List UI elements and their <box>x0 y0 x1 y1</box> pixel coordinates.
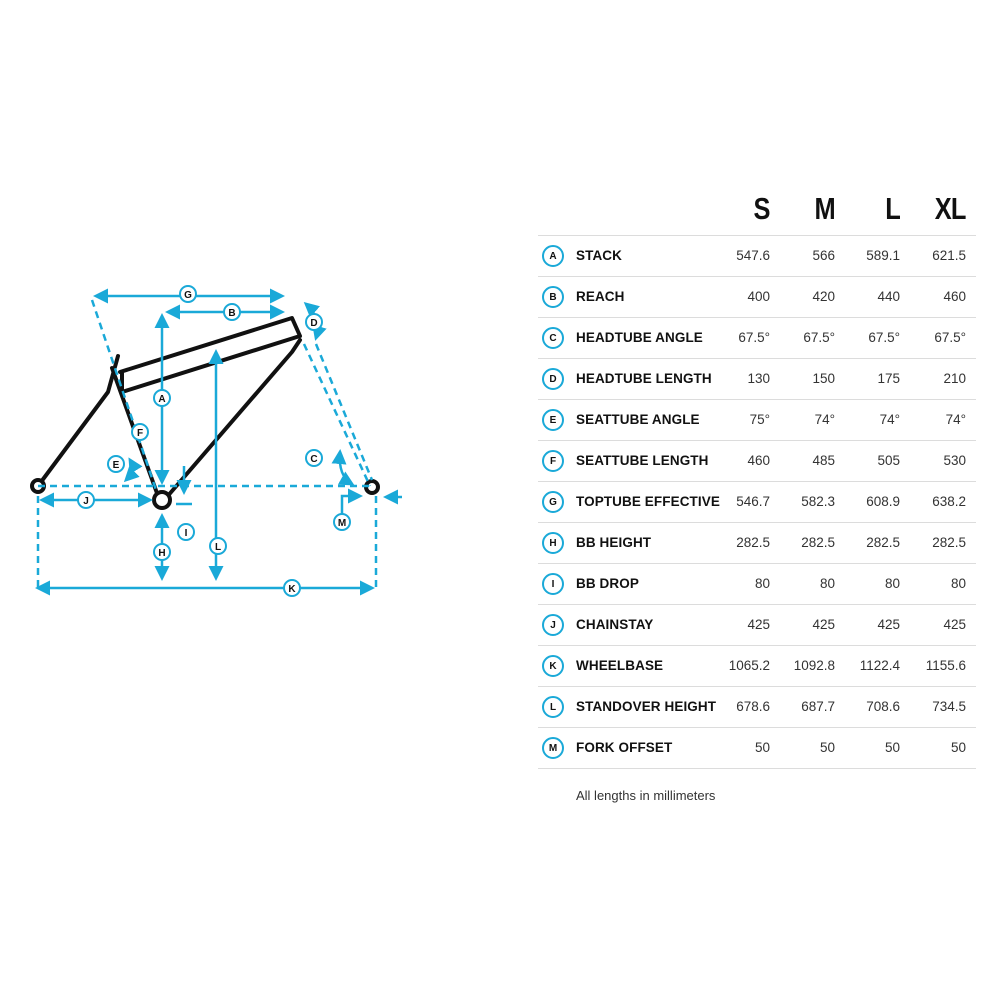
row-value-s: 425 <box>747 617 770 632</box>
svg-text:M: M <box>337 518 347 529</box>
row-value-l: 1122.4 <box>859 658 900 673</box>
svg-text:K: K <box>288 584 296 595</box>
table-row <box>538 645 976 686</box>
bike-frame <box>38 318 300 498</box>
row-value-m: 687.7 <box>801 699 835 714</box>
row-value-xl: 80 <box>950 576 966 591</box>
svg-text:B: B <box>228 308 236 319</box>
row-value-l: 67.5° <box>868 330 900 345</box>
row-label: WHEELBASE <box>576 658 664 673</box>
row-value-s: 460 <box>747 453 770 468</box>
row-value-m: 566 <box>812 248 835 263</box>
row-value-l: 505 <box>877 453 900 468</box>
row-value-l: 608.9 <box>866 494 900 509</box>
diagram-badge-f <box>132 424 148 440</box>
svg-text:C: C <box>310 454 318 465</box>
row-value-xl: 210 <box>943 371 966 386</box>
size-header-row <box>538 185 976 235</box>
row-value-m: 150 <box>812 371 835 386</box>
row-label: SEATTUBE ANGLE <box>576 412 700 427</box>
table-row <box>538 440 976 481</box>
row-value-xl: 621.5 <box>932 248 966 263</box>
table-row <box>538 481 976 522</box>
bottom-bracket <box>154 492 170 508</box>
svg-text:G: G <box>184 290 192 301</box>
row-code-badge: B <box>542 286 564 308</box>
row-value-s: 75° <box>749 412 770 427</box>
svg-text:A: A <box>158 394 166 405</box>
table-row <box>538 399 976 440</box>
svg-text:D: D <box>310 318 318 329</box>
svg-text:E: E <box>112 460 120 471</box>
row-value-m: 50 <box>819 740 835 755</box>
row-code-badge: F <box>542 450 564 472</box>
row-code-badge: I <box>542 573 564 595</box>
svg-text:J: J <box>83 496 89 507</box>
row-value-xl: 638.2 <box>932 494 966 509</box>
row-label: STACK <box>576 248 622 263</box>
row-value-xl: 1155.6 <box>925 658 966 673</box>
row-value-s: 80 <box>754 576 770 591</box>
row-value-l: 440 <box>877 289 900 304</box>
row-code-badge: L <box>542 696 564 718</box>
row-value-s: 50 <box>754 740 770 755</box>
table-row <box>538 358 976 399</box>
table-row <box>538 276 976 317</box>
row-label: HEADTUBE ANGLE <box>576 330 703 345</box>
row-value-s: 130 <box>747 371 770 386</box>
row-value-m: 420 <box>812 289 835 304</box>
table-row <box>538 563 976 604</box>
row-value-m: 582.3 <box>801 494 835 509</box>
down-tube <box>166 340 300 498</box>
row-value-xl: 50 <box>950 740 966 755</box>
row-value-m: 485 <box>812 453 835 468</box>
row-label: REACH <box>576 289 625 304</box>
row-value-m: 74° <box>814 412 835 427</box>
diagram-badge-d <box>306 314 322 330</box>
chainstay-seatstay <box>38 356 118 486</box>
row-label: CHAINSTAY <box>576 617 654 632</box>
diagram-badge-m <box>334 514 350 530</box>
row-code-badge: G <box>542 491 564 513</box>
svg-text:H: H <box>158 548 166 559</box>
row-value-l: 589.1 <box>866 248 900 263</box>
row-value-s: 678.6 <box>736 699 770 714</box>
row-value-m: 1092.8 <box>793 658 835 673</box>
row-value-l: 74° <box>879 412 900 427</box>
row-value-xl: 460 <box>943 289 966 304</box>
row-label: BB HEIGHT <box>576 535 652 550</box>
size-s: S <box>753 191 770 226</box>
table-row <box>538 522 976 563</box>
row-value-s: 67.5° <box>738 330 770 345</box>
diagram-badge-j <box>78 492 94 508</box>
row-value-s: 547.6 <box>736 248 770 263</box>
row-value-xl: 74° <box>945 412 966 427</box>
row-value-xl: 67.5° <box>934 330 966 345</box>
row-value-m: 425 <box>812 617 835 632</box>
row-value-l: 282.5 <box>866 535 900 550</box>
row-label: HEADTUBE LENGTH <box>576 371 712 386</box>
row-code-badge: M <box>542 737 564 759</box>
diagram-badge-h <box>154 544 170 560</box>
size-l: L <box>885 191 900 226</box>
diagram-badge-c <box>306 450 322 466</box>
table-row <box>538 604 976 645</box>
row-value-m: 67.5° <box>803 330 835 345</box>
table-row <box>538 317 976 358</box>
table-row <box>538 727 976 769</box>
row-label: TOPTUBE EFFECTIVE <box>576 494 720 509</box>
diagram-badge-a <box>154 390 170 406</box>
row-value-xl: 734.5 <box>932 699 966 714</box>
row-value-l: 50 <box>884 740 900 755</box>
row-value-l: 175 <box>877 371 900 386</box>
geometry-table <box>538 185 976 803</box>
units-note: All lengths in millimeters <box>576 788 716 803</box>
row-value-s: 1065.2 <box>728 658 770 673</box>
row-value-l: 708.6 <box>866 699 900 714</box>
row-value-l: 80 <box>884 576 900 591</box>
row-value-s: 546.7 <box>736 494 770 509</box>
diagram-badge-k <box>284 580 300 596</box>
diagram-badge-g <box>180 286 196 302</box>
row-value-xl: 282.5 <box>932 535 966 550</box>
row-value-s: 282.5 <box>736 535 770 550</box>
size-m: M <box>814 191 835 226</box>
table-row <box>538 686 976 727</box>
row-label: STANDOVER HEIGHT <box>576 699 717 714</box>
diagram-badge-e <box>108 456 124 472</box>
row-label: SEATTUBE LENGTH <box>576 453 709 468</box>
svg-text:L: L <box>214 542 222 553</box>
table-row <box>538 235 976 276</box>
row-value-xl: 425 <box>943 617 966 632</box>
size-xl: XL <box>935 191 966 226</box>
row-code-badge: D <box>542 368 564 390</box>
row-value-xl: 530 <box>943 453 966 468</box>
svg-text:F: F <box>136 428 144 439</box>
row-code-badge: E <box>542 409 564 431</box>
diagram-badge-b <box>224 304 240 320</box>
row-label: FORK OFFSET <box>576 740 673 755</box>
row-value-s: 400 <box>747 289 770 304</box>
row-code-badge: A <box>542 245 564 267</box>
row-code-badge: J <box>542 614 564 636</box>
table-body <box>538 235 976 769</box>
row-value-l: 425 <box>877 617 900 632</box>
row-code-badge: C <box>542 327 564 349</box>
row-code-badge: H <box>542 532 564 554</box>
svg-text:I: I <box>184 528 188 539</box>
top-tube <box>120 318 300 392</box>
diagram-badge-l <box>210 538 226 554</box>
row-label: BB DROP <box>576 576 639 591</box>
row-value-m: 80 <box>819 576 835 591</box>
diagram-badge-i <box>178 524 194 540</box>
row-code-badge: K <box>542 655 564 677</box>
row-value-m: 282.5 <box>801 535 835 550</box>
